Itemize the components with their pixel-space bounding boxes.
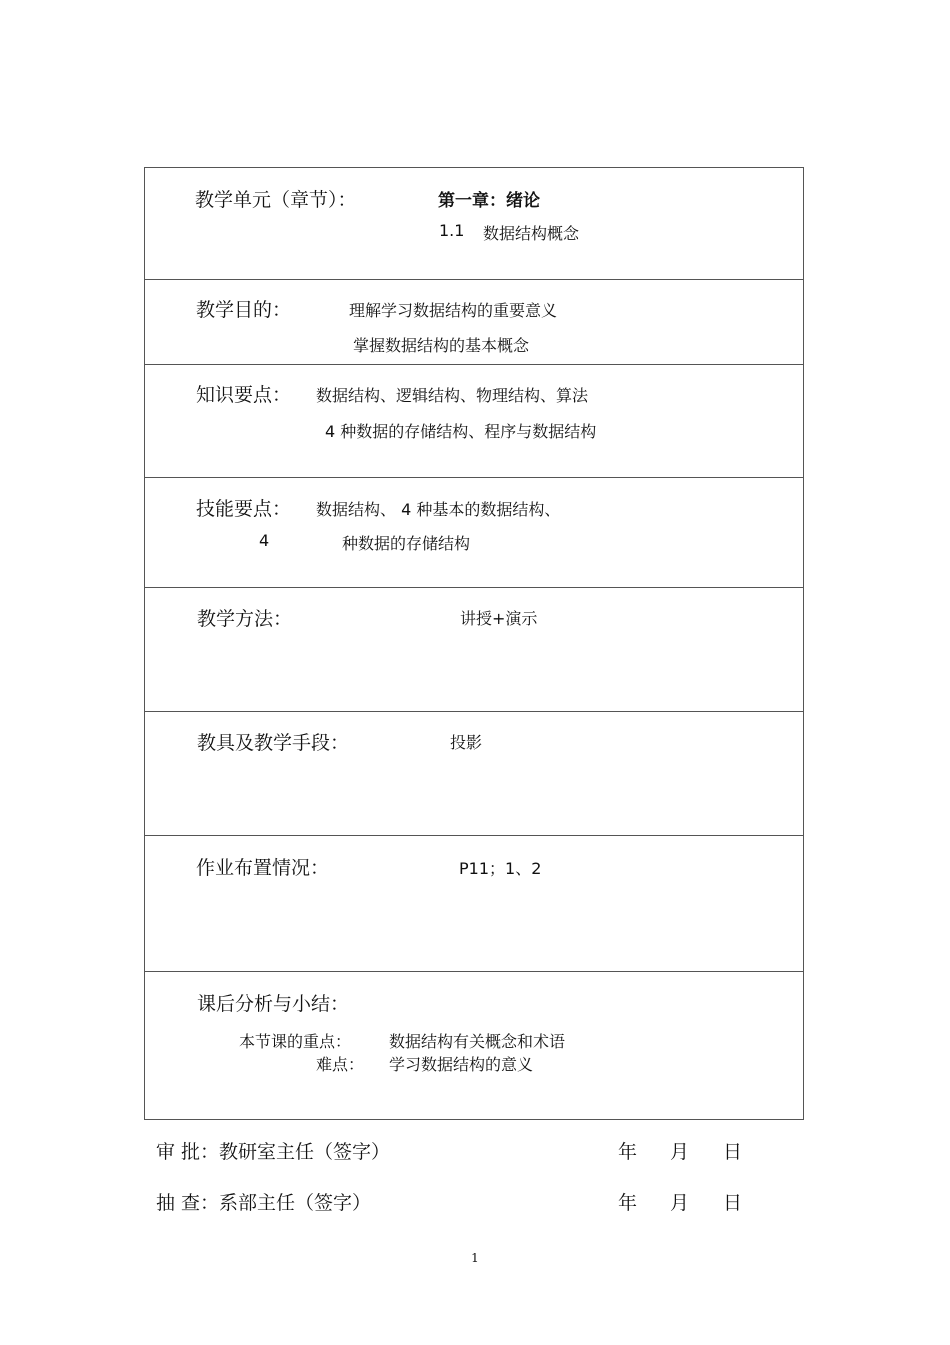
tools-label: 教具及教学手段：: [197, 732, 350, 754]
approval-signature-label: 审 批：教研室主任（签字）: [156, 1141, 391, 1163]
summary-label: 课后分析与小结：: [197, 993, 350, 1015]
summary-key-label: 本节课的重点：: [239, 1032, 352, 1051]
homework-row: [145, 836, 803, 972]
summary-hard-value: 学习数据结构的意义: [389, 1055, 534, 1074]
skills-line-2-number: 4: [259, 531, 270, 550]
knowledge-row: [145, 365, 803, 478]
objective-line-1: 理解学习数据结构的重要意义: [349, 301, 558, 320]
unit-section-number: 1.1: [439, 221, 465, 240]
knowledge-line-1: 数据结构、逻辑结构、物理结构、算法: [316, 386, 589, 405]
unit-row: [145, 168, 803, 280]
tools-value: 投影: [450, 733, 483, 752]
inspection-day: 日: [723, 1192, 743, 1214]
unit-section-title: 数据结构概念: [483, 224, 580, 243]
summary-key-value: 数据结构有关概念和术语: [389, 1032, 566, 1051]
knowledge-line-2: 4 种数据的存储结构、程序与数据结构: [325, 422, 597, 441]
inspection-month: 月: [670, 1192, 690, 1214]
lesson-plan-form: [144, 167, 804, 1120]
skills-line-1: 数据结构、 4 种基本的数据结构、: [316, 500, 561, 519]
objective-row: [145, 280, 803, 365]
knowledge-label: 知识要点：: [196, 384, 292, 406]
approval-day: 日: [723, 1141, 743, 1163]
tools-row: [145, 712, 803, 836]
homework-label: 作业布置情况：: [196, 857, 330, 879]
approval-year: 年: [618, 1141, 638, 1163]
summary-hard-label: 难点：: [316, 1055, 365, 1074]
method-row: [145, 588, 803, 712]
method-label: 教学方法：: [197, 608, 293, 630]
method-value: 讲授+演示: [460, 609, 538, 628]
inspection-signature-label: 抽 查：系部主任（签字）: [156, 1192, 372, 1214]
skills-line-2-text: 种数据的存储结构: [342, 534, 471, 553]
objective-label: 教学目的：: [196, 299, 292, 321]
skills-row: [145, 478, 803, 588]
approval-month: 月: [670, 1141, 690, 1163]
summary-row: [145, 972, 803, 1121]
skills-label: 技能要点：: [196, 498, 292, 520]
objective-line-2: 掌握数据结构的基本概念: [353, 336, 530, 355]
unit-chapter: 第一章：绪论: [438, 191, 540, 211]
page-number: 1: [471, 1251, 479, 1265]
homework-value: P11；1、2: [459, 859, 542, 878]
unit-label: 教学单元（章节）：: [195, 189, 357, 211]
inspection-year: 年: [618, 1192, 638, 1214]
